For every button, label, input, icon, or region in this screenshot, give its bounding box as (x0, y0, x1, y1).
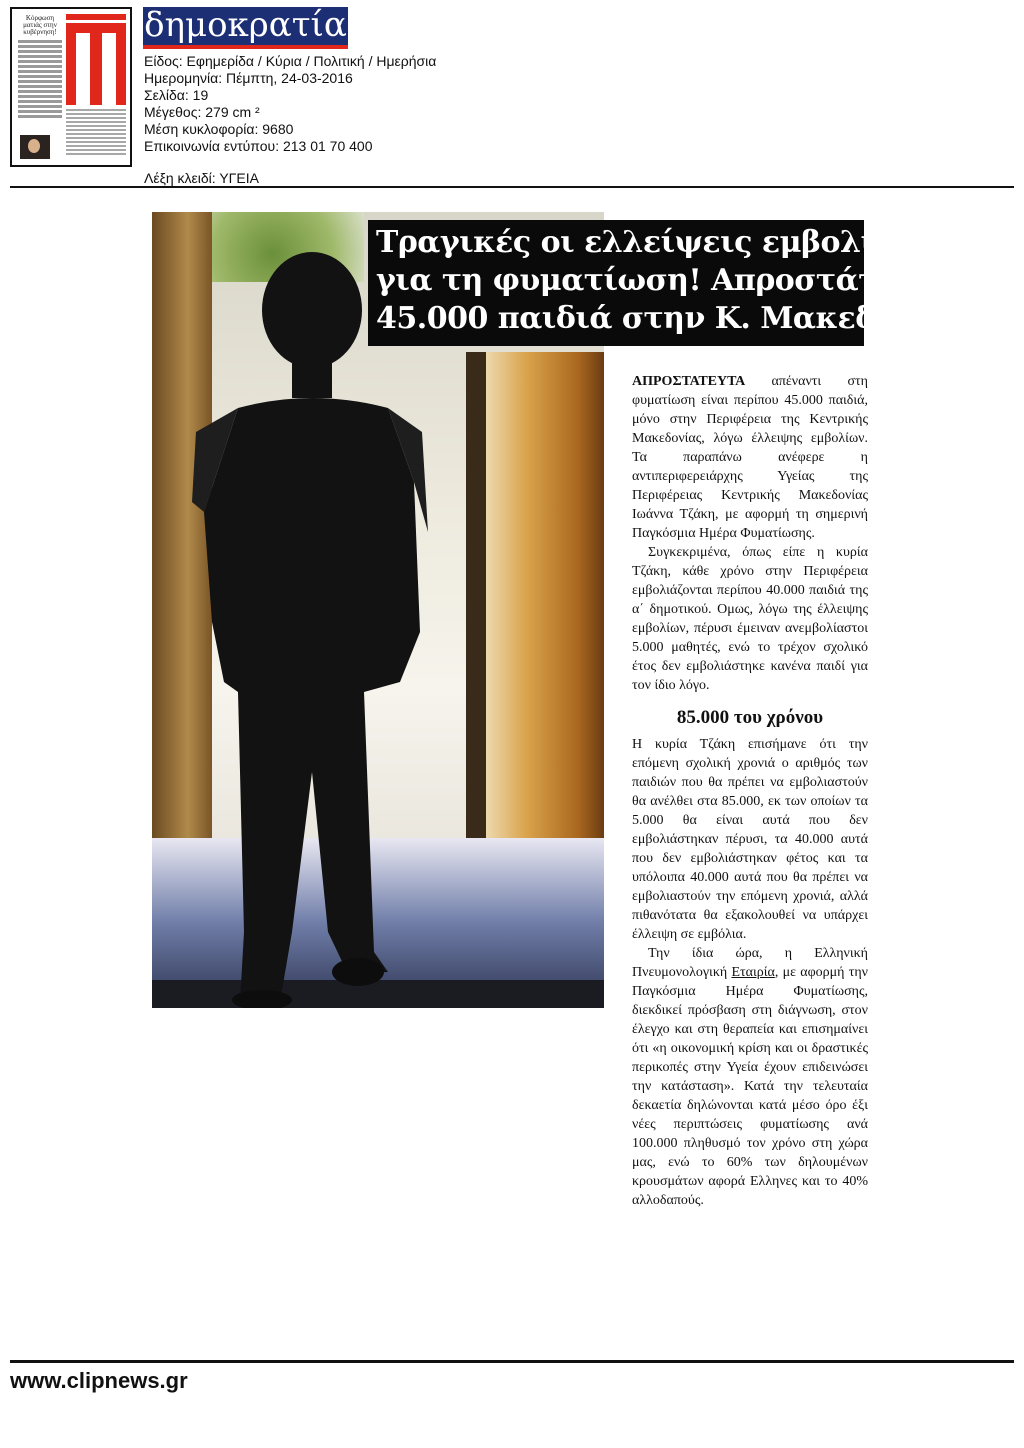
article-lead-word: ΑΠΡΟΣΤΑΤΕΥΤΑ (632, 374, 746, 389)
article-paragraph (632, 944, 868, 1210)
headline-line-1: Τραγικές οι ελλείψεις εμβολίων (376, 225, 923, 260)
article-paragraph-4b: , με αφορμή την Παγκόσμια Ημέρα Φυματίωσης, διεκδικεί πρόσβαση στη διάγνωση, στον έλεγχο και στη θεραπεία και επισημαίνει ότι «η οικονομική κρίση και οι δραστικές περικοπές στην Υγεία έχουν επιδεινώσει την κατάσταση». Κατά την τελευταία δεκαετία δηλώνονται κατά μέσο όρο έξι νέες περιπτώσεις φυματίωσης ανά 100.000 πληθυσμό τον χρόνο στη χώρα μας, ενώ το 60% των δηλουμένων κρουσμάτων αφορά Ελληνες και το 40% αλλοδαπούς. (632, 965, 868, 1208)
thumbnail-left-column (18, 15, 62, 155)
article-paragraph (632, 372, 868, 543)
article-paragraph-1-text: απέναντι στη φυματίωση είναι περίπου 45.000 παιδιά, μόνο στην Περιφέρεια της Κεντρικής Μακεδονίας, λόγω έλλειψης εμβολίων. Τα παραπάνω ανέφερε η αντιπεριφερειάρχης Υγείας της Περιφέρειας Κεντρικής Μακεδονίας Ιωάννα Τζάκη, με αφορμή τη σημερινή Παγκόσμια Ημέρα Φυματίωσης. (632, 374, 868, 541)
article-headline (368, 220, 959, 346)
footer-divider (10, 1360, 1014, 1363)
meta-keyword: Λέξη κλειδί: ΥΓΕΙΑ (144, 170, 259, 186)
article-paragraph: Συγκεκριμένα, όπως είπε η κυρία Τζάκη, κάθε χρόνο στην Περιφέρεια εμβολιάζονται περίπου 40.000 παιδιά της α΄ δημοτικού. Ομως, λόγω της έλλειψης εμβολίων, πέρυσι έμειναν ανεμβολίαστοι 5.000 μαθητές, ενώ το τρέχον σχολικό έτος δεν εμβολιάστηκε κανένα παιδί για τον ίδιο λόγο. (632, 545, 868, 693)
meta-date: Ημερομηνία: Πέμπτη, 24-03-2016 (144, 70, 353, 86)
headline-line-3: 45.000 παιδιά στην Κ. Μακεδονία (376, 301, 952, 336)
thumbnail-red-block (66, 23, 126, 105)
article-subheading: 85.000 του χρόνου (676, 707, 824, 728)
meta-type: Είδος: Εφημερίδα / Κύρια / Πολιτική / Ημερήσια (144, 53, 437, 69)
meta-circulation: Μέση κυκλοφορία: 9680 (144, 121, 294, 137)
thumbnail-headline: Κόρφωση ματιάς στην κυβέρνηση! (23, 14, 57, 36)
meta-size: Μέγεθος: 279 cm ² (144, 104, 260, 120)
clipping-metadata (144, 53, 436, 155)
header-divider (10, 186, 1014, 188)
article-body (632, 372, 868, 1210)
meta-page: Σελίδα: 19 (144, 87, 209, 103)
page-thumbnail (10, 7, 132, 167)
thumbnail-top-bar (66, 14, 126, 20)
thumbnail-text-block (66, 109, 126, 161)
newspaper-logo: δημοκρατία (143, 7, 348, 49)
footer-url[interactable]: www.clipnews.gr (10, 1368, 188, 1393)
meta-contact: Επικοινωνία εντύπου: 213 01 70 400 (144, 138, 373, 154)
headline-line-2: για τη φυματίωση! Απροστάτευτα (376, 263, 959, 298)
article-paragraph-4a: Την ίδια ώρα, η Ελληνική Πνευμονολογική (632, 946, 868, 980)
thumbnail-photo (20, 135, 50, 159)
article-paragraph: Η κυρία Τζάκη επισήμανε ότι την επόμενη σχολική χρονιά ο αριθμός των παιδιών που θα πρέπει να εμβολιαστούν θα ανέλθει στα 85.000, εκ των οποίων τα 5.000 θα είναι αυτά που δεν εμβολιάστηκαν πέρυσι, τα 40.000 αυτά που δεν εμβολιάστηκαν φέτος και τα υπόλοιπα 40.000 αυτά που θα πρέπει να εμβολιαστούν την επόμενη χρονιά, αλλά πιθανότατα θα εξακολουθεί να υπάρχει έλλειψη σε εμβόλια. (632, 737, 868, 942)
article-underlined-word: Εταιρία (731, 965, 775, 980)
